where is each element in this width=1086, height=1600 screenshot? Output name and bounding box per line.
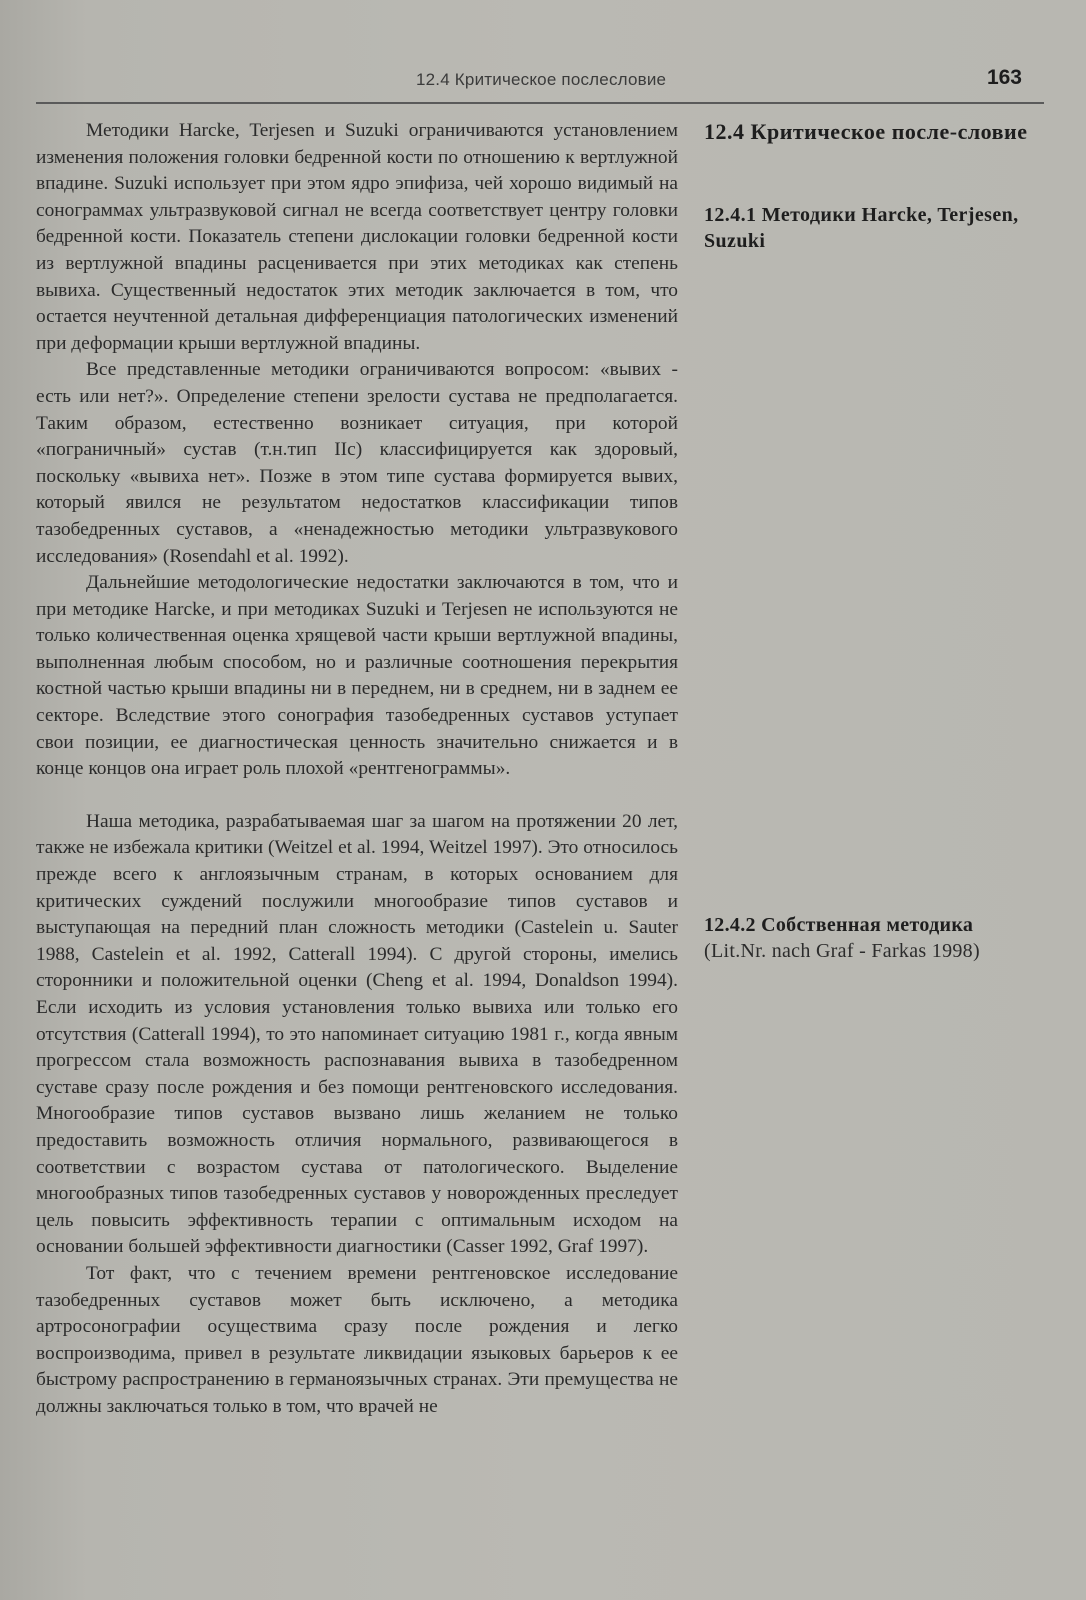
- section-heading: 12.4 Критическое после-словие: [704, 119, 1028, 144]
- subsection-heading-2: [704, 912, 1054, 964]
- paragraph-2: Все представленные методики ограничиваются вопросом: «вывих - есть или нет?». Определение степени зрелости сустава не предполагается. Таким образом, естественно возникает ситуация, при которой «пограничный» сустав (т.н.тип IIc) классифицируется как здоровый, поскольку «вывиха нет». Позже в этом типе сустава формируется вывих, который явился не результатом недостатков классификации типов тазобедренных суставов, а «ненадежностью методики ультразвукового исследования» (Rosendahl et al. 1992).: [36, 359, 678, 567]
- page-number: 163: [986, 66, 1022, 89]
- subsection-2-reference: (Lit.Nr. nach Graf - Farkas 1998): [704, 940, 980, 962]
- paragraph-4: Наша методика, разрабатываемая шаг за шагом на протяжении 20 лет, также не избежала критики (Weitzel et al. 1994, Weitzel 1997). Это относилось прежде всего к англоязычным странам, в которых основанием для критических суждений послужили многообразие типов суставов и выступающая на передний план сложность методики (Castelein u. Sauter 1988, Castelein et al. 1992, Catterall 1994). С другой стороны, имелись сторонники и положительной оценки (Cheng et al. 1994, Donaldson 1994). Если исходить из условия установления только вывиха или только его отсутствия (Catterall 1994), то это напоминает ситуацию 1981 г., когда явным прогрессом стала возможность распознавания вывиха в тазобедренном суставе сразу после рождения и без помощи рентгеновского исследования. Многообразие типов суставов вызвано лишь желанием не только предоставить возможность отличия нормального, развивающегося в соответствии с возрастом сустава от патологического. Выделение многообразных типов тазобедренных суставов у новорожденных преследует цель повысить эффективность терапии с оптимальным исходом на основании большей эффективности диагностики (Casser 1992, Graf 1997).: [36, 810, 678, 1258]
- paragraph-5: Тот факт, что с течением времени рентгеновское исследование тазобедренных суставов может быть исключено, а методика артросонографии осуществима сразу после рождения и легко воспроизводима, привел в результате ликвидации языковых барьеров к ее быстрому распространению в германоязычных странах. Эти премущества не должны заключаться только в том, что врачей не: [36, 1262, 678, 1417]
- subsection-heading-1: 12.4.1 Методики Harcke, Terjesen, Suzuki: [704, 204, 1019, 252]
- paragraph-1: Методики Harcke, Terjesen и Suzuki ограничиваются установлением изменения положения головки бедренной кости по отношению к вертлужной впадине. Suzuki использует при этом ядро эпифиза, чей хорошо видимый на сонограммах ультразвуковой сигнал не всегда соответствует центру головки бедренной кости. Показатель степени дислокации головки бедренной кости из вертлужной впадины расценивается при этих методиках как степень вывиха. Существенный недостаток этих методик заключается в том, что остается неучтенной детальная дифференциация патологических изменений при деформации крыши вертлужной впадины.: [36, 120, 678, 354]
- page-header: [36, 66, 1044, 104]
- subsection-2-title: 12.4.2 Собственная методика: [704, 914, 974, 936]
- main-text-column: [36, 118, 678, 1421]
- paragraph-3: Дальнейшие методологические недостатки заключаются в том, что и при методике Harcke, и при методиках Suzuki и Terjesen не используются не только количественная оценка хрящевой части крыши вертлужной впадины, выполненная любым способом, но и различные соотношения перекрытия костной частью крыши впадины ни в переднем, ни в среднем, ни в заднем ее секторе. Вследствие этого сонография тазобедренных суставов уступает свои позиции, ее диагностическая ценность значительно снижается и в конце концов она играет роль плохой «рентгенограммы».: [36, 572, 678, 780]
- running-head: 12.4 Критическое послесловие: [416, 70, 667, 89]
